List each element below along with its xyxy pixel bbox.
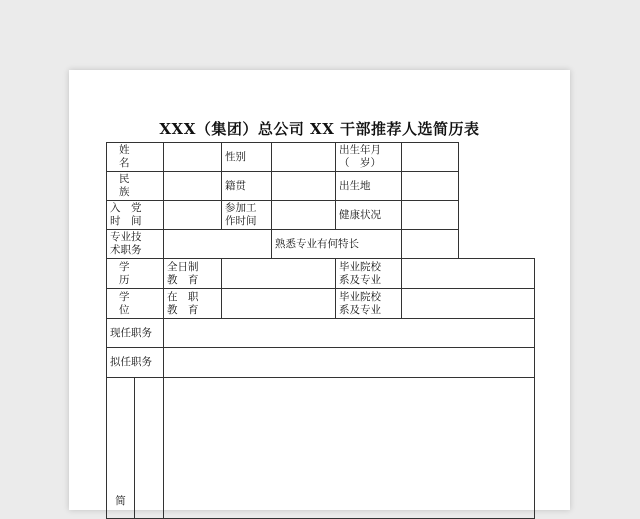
health-label: 健康状况 [336,201,402,230]
tech-title-field[interactable] [164,230,272,259]
expertise-label: 熟悉专业有何特长 [272,230,402,259]
fulltime-education-label [164,259,222,289]
birth-label [336,143,402,172]
tech-title-line1: 专业技 [110,231,142,243]
fulltime-line1: 全日制 [167,260,199,273]
current-position-label: 现任职务 [107,319,164,348]
table-row [107,319,535,348]
table-row [107,289,535,319]
native-place-field[interactable] [272,172,336,201]
onjob-education-label [164,289,222,319]
work-start-field[interactable] [272,201,336,230]
education-label: 学 历 [107,259,164,289]
gender-field[interactable] [272,143,336,172]
proposed-position-label: 拟任职务 [107,348,164,378]
birthplace-label: 出生地 [336,172,402,201]
table-row [107,348,535,378]
document-page [69,70,570,510]
native-place-label: 籍贯 [222,172,272,201]
resume-field[interactable] [164,378,535,519]
party-entry-line2: 时 间 [110,215,142,227]
birth-field[interactable] [402,143,459,172]
gender-label: 性别 [222,143,272,172]
tech-title-label [107,230,164,259]
table-row [107,378,535,519]
school-major-line2: 系及专业 [339,303,381,316]
school-major-line1: 毕业院校 [339,290,381,303]
onjob-school-major-label [336,289,402,319]
work-start-label [222,201,272,230]
table-row [107,143,535,172]
onjob-school-major-field[interactable] [402,289,535,319]
name-field[interactable] [164,143,222,172]
school-major-line2: 系及专业 [339,273,381,286]
degree-label: 学 位 [107,289,164,319]
resume-form-table [106,142,535,519]
name-label: 姓 名 [107,143,164,172]
work-start-line2: 作时间 [225,215,257,227]
health-field[interactable] [402,201,459,230]
photo-cell [459,143,535,259]
fulltime-school-major-field[interactable] [402,259,535,289]
ethnicity-label: 民 族 [107,172,164,201]
ethnicity-field[interactable] [164,172,222,201]
birth-label-line1: 出生年月 [339,144,381,156]
party-entry-field[interactable] [164,201,222,230]
resume-label-spacer [135,378,163,518]
work-start-line1: 参加工 [225,202,257,214]
fulltime-school-major-label [336,259,402,289]
onjob-line1: 在 职 [167,290,199,303]
party-entry-label [107,201,164,230]
proposed-position-field[interactable] [164,348,535,378]
page-title: XXX（集团）总公司 XX 干部推荐人选简历表 [159,120,480,138]
party-entry-line1: 入 党 [110,202,142,214]
birth-label-line2: （ 岁） [339,157,381,169]
onjob-line2: 教 育 [167,303,199,316]
resume-label: 简 [107,378,135,518]
onjob-education-field[interactable] [222,289,336,319]
fulltime-line2: 教 育 [167,273,199,286]
fulltime-education-field[interactable] [222,259,336,289]
school-major-line1: 毕业院校 [339,260,381,273]
birthplace-field[interactable] [402,172,459,201]
resume-label-cell [107,378,164,519]
expertise-field[interactable] [402,230,459,259]
current-position-field[interactable] [164,319,535,348]
tech-title-line2: 术职务 [110,244,142,256]
table-row [107,259,535,289]
